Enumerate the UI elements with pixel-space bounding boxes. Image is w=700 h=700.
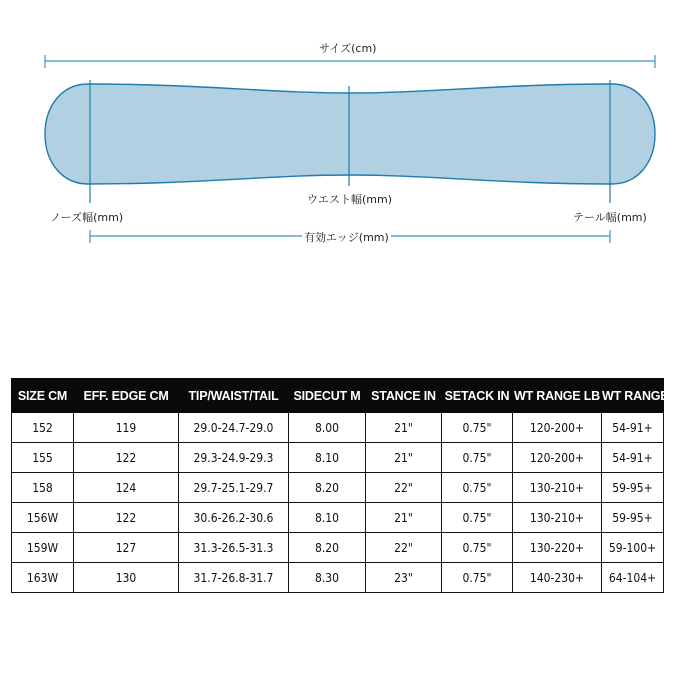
- cell-stance: 21": [366, 503, 442, 533]
- cell-effective-edge: 130: [74, 563, 179, 593]
- table-row: [12, 443, 664, 473]
- cell-effective-edge: 122: [74, 443, 179, 473]
- cell-tip-waist-tail: 31.7-26.8-31.7: [179, 563, 289, 593]
- tail-width-label: テール幅(mm): [573, 211, 647, 224]
- cell-sidecut: 8.10: [289, 443, 366, 473]
- cell-tip-waist-tail: 29.0-24.7-29.0: [179, 413, 289, 443]
- cell-weight-kg: 59-95+: [602, 473, 664, 503]
- cell-weight-kg: 64-104+: [602, 563, 664, 593]
- snowboard-diagram: [0, 0, 700, 260]
- cell-setback: 0.75": [442, 473, 513, 503]
- size-label: サイズ(cm): [319, 42, 377, 55]
- cell-weight-lb: 130-210+: [513, 473, 602, 503]
- spec-table: [11, 378, 691, 593]
- cell-stance: 22": [366, 533, 442, 563]
- cell-size: 158: [12, 473, 74, 503]
- table-row: [12, 473, 664, 503]
- header-tip-waist-tail: TIP/WAIST/TAIL: [179, 379, 289, 413]
- nose-width-label: ノーズ幅(mm): [50, 211, 124, 224]
- cell-weight-kg: 54-91+: [602, 413, 664, 443]
- cell-setback: 0.75": [442, 413, 513, 443]
- cell-size: 155: [12, 443, 74, 473]
- cell-sidecut: 8.30: [289, 563, 366, 593]
- cell-weight-lb: 120-200+: [513, 413, 602, 443]
- cell-sidecut: 8.20: [289, 473, 366, 503]
- snowboard-shape: [45, 84, 655, 184]
- table-row: [12, 413, 664, 443]
- table-header-row: [12, 379, 664, 413]
- cell-stance: 23": [366, 563, 442, 593]
- cell-tip-waist-tail: 31.3-26.5-31.3: [179, 533, 289, 563]
- cell-size: 152: [12, 413, 74, 443]
- cell-setback: 0.75": [442, 563, 513, 593]
- cell-weight-lb: 140-230+: [513, 563, 602, 593]
- cell-size: 159W: [12, 533, 74, 563]
- cell-stance: 22": [366, 473, 442, 503]
- cell-tip-waist-tail: 29.3-24.9-29.3: [179, 443, 289, 473]
- cell-effective-edge: 127: [74, 533, 179, 563]
- cell-sidecut: 8.10: [289, 503, 366, 533]
- cell-size: 163W: [12, 563, 74, 593]
- header-size: SIZE CM: [12, 379, 74, 413]
- cell-weight-lb: 120-200+: [513, 443, 602, 473]
- cell-setback: 0.75": [442, 443, 513, 473]
- cell-weight-kg: 59-100+: [602, 533, 664, 563]
- header-effective-edge: EFF. EDGE CM: [74, 379, 179, 413]
- header-weight-kg: WT RANGE KG: [602, 379, 664, 413]
- header-stance: STANCE IN: [366, 379, 442, 413]
- cell-weight-lb: 130-220+: [513, 533, 602, 563]
- header-setback: SETACK IN: [442, 379, 513, 413]
- table-row: [12, 533, 664, 563]
- cell-effective-edge: 122: [74, 503, 179, 533]
- cell-stance: 21": [366, 443, 442, 473]
- cell-size: 156W: [12, 503, 74, 533]
- cell-setback: 0.75": [442, 503, 513, 533]
- cell-effective-edge: 119: [74, 413, 179, 443]
- table-row: [12, 503, 664, 533]
- cell-weight-kg: 54-91+: [602, 443, 664, 473]
- cell-sidecut: 8.00: [289, 413, 366, 443]
- cell-tip-waist-tail: 30.6-26.2-30.6: [179, 503, 289, 533]
- cell-effective-edge: 124: [74, 473, 179, 503]
- size-dimension-line: [45, 55, 655, 68]
- cell-stance: 21": [366, 413, 442, 443]
- cell-weight-lb: 130-210+: [513, 503, 602, 533]
- cell-weight-kg: 59-95+: [602, 503, 664, 533]
- header-weight-lb: WT RANGE LB: [513, 379, 602, 413]
- cell-sidecut: 8.20: [289, 533, 366, 563]
- header-sidecut: SIDECUT M: [289, 379, 366, 413]
- cell-tip-waist-tail: 29.7-25.1-29.7: [179, 473, 289, 503]
- waist-label: ウエスト幅(mm): [307, 193, 393, 206]
- effective-edge-label: 有効エッジ(mm): [304, 231, 389, 244]
- cell-setback: 0.75": [442, 533, 513, 563]
- table-row: [12, 563, 664, 593]
